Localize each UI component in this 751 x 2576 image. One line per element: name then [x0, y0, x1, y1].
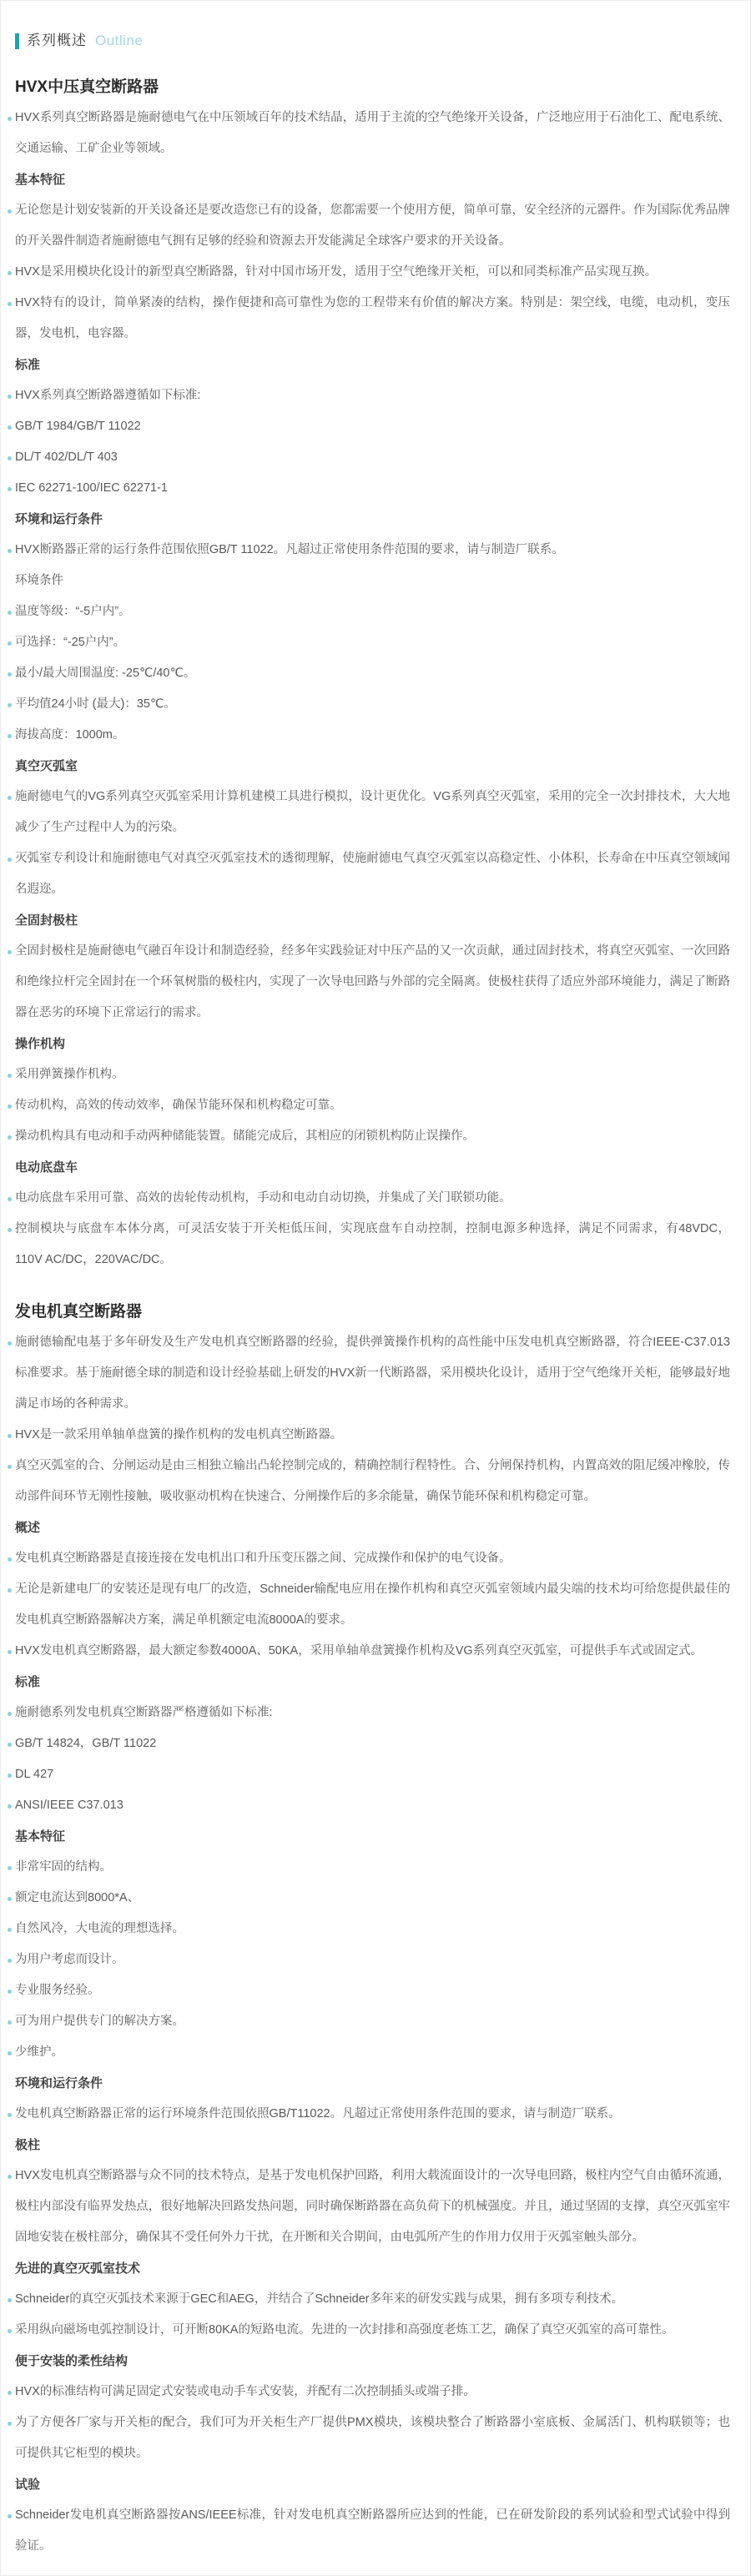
bullet-item	[1, 1574, 750, 1636]
bullet-item	[1, 1728, 750, 1759]
bullet-icon	[8, 2051, 12, 2055]
bullet-icon	[8, 2020, 12, 2025]
block-text: 标准	[15, 358, 41, 372]
block-text: HVX中压真空断路器	[15, 78, 159, 96]
sub-section-title	[1, 1029, 750, 1059]
bullet-item	[1, 1059, 750, 1090]
block-text: HVX特有的设计，简单紧凑的结构，操作便捷和高可靠性为您的工程带来有价值的解决方案。特别是：架空线，电缆，电动机，变压器，发电机，电容器。	[15, 296, 730, 340]
block-text: 施耐德输配电基于多年研发及生产发电机真空断路器的经验，提供弹簧操作机构的高性能中压发电机真空断路器，符合IEEE-C37.013标准要求。基于施耐德全球的制造和设计经验基础上研发的HVX新一代断路器，采用模块化设计，适用于空气绝缘开关柜，能够最好地满足市场的各种需求。	[15, 1336, 730, 1411]
bullet-item	[1, 2037, 750, 2068]
bullet-item	[1, 1543, 750, 1574]
block-text: 发电机真空断路器正常的运行环境条件范围依照GB/T11022。凡超过正常使用条件范围的要求，请与制造厂联系。	[15, 2107, 621, 2121]
bullet-icon	[8, 209, 12, 214]
bullet-icon	[8, 395, 12, 399]
bullet-item	[1, 2099, 750, 2130]
bullet-item	[1, 2500, 750, 2562]
sub-section-title	[1, 2068, 750, 2099]
bullet-icon	[8, 1434, 12, 1438]
bullet-icon	[8, 1197, 12, 1201]
sub-section-title	[1, 905, 750, 936]
accent-bar-icon	[15, 33, 19, 49]
block-text: HVX是采用模块化设计的新型真空断路器，针对中国市场开发，适用于空气绝缘开关柜，可以和同类标准产品实现互换。	[15, 265, 658, 279]
block-text: DL/T 402/DL/T 403	[15, 450, 118, 464]
block-text: 可为用户提供专门的解决方案。	[15, 2015, 184, 2028]
bullet-item	[1, 442, 750, 473]
block-text: Schneider发电机真空断路器按ANS/IEEE标准，针对发电机真空断路器所应达到的性能，已在研发阶段的系列试验和型式试验中得到验证。	[15, 2508, 730, 2553]
bullet-icon	[8, 2391, 12, 2395]
section-header-label-en: Outline	[95, 33, 144, 48]
bullet-item	[1, 2377, 750, 2407]
block-text: 试验	[15, 2478, 41, 2492]
block-text: 基本特征	[15, 1829, 66, 1844]
bullet-icon	[8, 1341, 12, 1346]
block-text: 为了方便各厂家与开关柜的配合，我们可为开关柜生产厂提供PMX模块，该模块整合了断路器小室底板、金属活门、机构联锁等；也可提供其它柜型的模块。	[15, 2416, 730, 2460]
block-text: GB/T 14824，GB/T 11022	[15, 1737, 157, 1750]
bullet-item	[1, 380, 750, 411]
bullet-item	[1, 782, 750, 843]
block-text: 温度等级：“-5户内”。	[15, 605, 131, 618]
block-text: 概述	[15, 1521, 41, 1535]
bullet-item	[1, 2284, 750, 2315]
bullet-icon	[8, 1074, 12, 1078]
bullet-item	[1, 1883, 750, 1914]
plain-line	[1, 566, 750, 596]
block-text: 环境和运行条件	[15, 512, 103, 526]
bullet-item	[1, 1636, 750, 1667]
bullet-item	[1, 689, 750, 720]
bullet-item	[1, 195, 750, 257]
bullet-icon	[8, 858, 12, 862]
block-text: 施耐德系列发电机真空断路器严格遵循如下标准:	[15, 1706, 273, 1719]
block-text: 施耐德电气的VG系列真空灭弧室采用计算机建模工具进行模拟，设计更优化。VG系列真空灭弧室，采用的完全一次封排技术，大大地减少了生产过程中人为的污染。	[15, 790, 730, 834]
bullet-icon	[8, 1557, 12, 1562]
bullet-item	[1, 936, 750, 1029]
bullet-icon	[8, 1588, 12, 1592]
bullet-icon	[8, 271, 12, 275]
bullet-icon	[8, 2422, 12, 2426]
bullet-icon	[8, 1104, 12, 1109]
block-text: 控制模块与底盘车本体分离，可灵活安装于开关柜低压间，实现底盘车自动控制，控制电源多种选择，满足不同需求，有48VDC，110V AC/DC，220VAC/DC。	[15, 1222, 730, 1266]
bullet-item	[1, 843, 750, 905]
block-text: 电动底盘车	[15, 1160, 78, 1175]
block-text: 平均值24小时 (最大)：35℃。	[15, 697, 176, 711]
bullet-item	[1, 1945, 750, 1975]
block-text: HVX发电机真空断路器与众不同的技术特点，是基于发电机保护回路，利用大载流面设计的一次导电回路，极柱内空气自由循环流通，极柱内部没有临界发热点，很好地解决回路发热问题，同时确保断路器在高负荷下的机械强度。并且，通过坚固的支撑，真空灭弧室牢固地安装在极柱部分，确保其不受任何外力干扰，在开断和关合期间，由电弧所产生的作用力仅用于灭弧室触头部分。	[15, 2169, 730, 2244]
bullet-item	[1, 1451, 750, 1512]
bullet-item	[1, 720, 750, 751]
bullet-item	[1, 1790, 750, 1821]
bullet-icon	[8, 1959, 12, 1963]
bullet-icon	[8, 1774, 12, 1778]
bullet-icon	[8, 641, 12, 646]
bullet-item	[1, 1759, 750, 1790]
bullet-item	[1, 411, 750, 442]
sub-section-title	[1, 504, 750, 535]
section-title	[1, 1296, 750, 1327]
sub-section-title	[1, 1512, 750, 1543]
block-text: 最小/最大周围温度: -25℃/40℃。	[15, 667, 196, 680]
section-header-label-zh: 系列概述	[27, 33, 87, 48]
sub-section-title	[1, 2130, 750, 2161]
sub-section-title	[1, 2469, 750, 2500]
sub-section-title	[1, 1152, 750, 1183]
bullet-item	[1, 1852, 750, 1883]
block-text: HVX断路器正常的运行条件范围依照GB/T 11022。凡超过正常使用条件范围的要求，请与制造厂联系。	[15, 543, 564, 556]
sub-section-title	[1, 164, 750, 195]
block-text: Schneider的真空灭弧技术来源于GEC和AEG，并结合了Schneider多年来的研发实践与成果，拥有多项专利技术。	[15, 2292, 624, 2306]
block-text: 极柱	[15, 2138, 41, 2152]
sub-section-title	[1, 1821, 750, 1852]
bullet-icon	[8, 2329, 12, 2333]
bullet-item	[1, 257, 750, 288]
bullet-icon	[8, 2298, 12, 2302]
bullet-icon	[8, 302, 12, 306]
bullet-item	[1, 2315, 750, 2346]
bullet-icon	[8, 672, 12, 677]
bullet-icon	[8, 703, 12, 707]
block-text: HVX的标准结构可满足固定式安装或电动手车式安装，并配有二次控制插头或端子排。	[15, 2385, 476, 2398]
bullet-item	[1, 1914, 750, 1945]
bullet-item	[1, 535, 750, 566]
bullet-item	[1, 2407, 750, 2469]
bullet-icon	[8, 950, 12, 954]
block-text: HVX系列真空断路器遵循如下标准:	[15, 389, 201, 402]
sub-section-title	[1, 1667, 750, 1698]
block-text: 专业服务经验。	[15, 1984, 100, 1997]
block-text: GB/T 1984/GB/T 11022	[15, 420, 141, 433]
bullet-item	[1, 2161, 750, 2253]
block-text: 便于安装的柔性结构	[15, 2354, 129, 2368]
block-text: 为用户考虑而设计。	[15, 1953, 124, 1966]
block-text: HVX是一款采用单轴单盘簧的操作机构的发电机真空断路器。	[15, 1428, 343, 1441]
block-text: 海拔高度：1000m。	[15, 728, 125, 742]
bullet-icon	[8, 2113, 12, 2117]
section-header	[15, 31, 750, 51]
block-text: ANSI/IEEE C37.013	[15, 1799, 123, 1812]
bullet-item	[1, 1183, 750, 1214]
block-text: 自然风冷，大电流的理想选择。	[15, 1922, 184, 1935]
block-text: 无论是新建电厂的安装还是现有电厂的改造，Schneider输配电应用在操作机构和真空灭弧室领域内最尖端的技术均可给您提供最佳的发电机真空断路器解决方案，满足单机额定电流8000A的要求。	[15, 1582, 730, 1627]
block-text: 真空灭弧室	[15, 759, 78, 773]
block-text: 真空灭弧室的合、分闸运动是由三相独立输出凸轮控制完成的，精确控制行程特性。合、分闸保持机构，内置高效的阻尼缓冲橡胶，传动部件间环节无刚性接触，吸收驱动机构在快速合、分闸操作后的多余能量，确保节能环保和机构稳定可靠。	[15, 1459, 730, 1503]
bullet-item	[1, 2006, 750, 2037]
bullet-icon	[8, 1712, 12, 1716]
bullet-icon	[8, 1990, 12, 1994]
sub-section-title	[1, 751, 750, 782]
bullet-item	[1, 658, 750, 689]
bullet-icon	[8, 117, 12, 121]
bullet-item	[1, 1420, 750, 1451]
block-text: 电动底盘车采用可靠、高效的齿轮传动机构，手动和电动自动切换，并集成了关门联锁功能。	[15, 1191, 512, 1205]
block-text: 发电机真空断路器	[15, 1303, 143, 1321]
bullet-icon	[8, 1928, 12, 1932]
sub-section-title	[1, 350, 750, 380]
block-text: 发电机真空断路器是直接连接在发电机出口和升压变压器之间、完成操作和保护的电气设备。	[15, 1552, 512, 1565]
section-title	[1, 72, 750, 103]
bullet-item	[1, 596, 750, 627]
sub-section-title	[1, 2346, 750, 2377]
bullet-icon	[8, 456, 12, 460]
block-text: HVX发电机真空断路器，最大额定参数4000A、50KA，采用单轴单盘簧操作机构及VG系列真空灭弧室，可提供手车式或固定式。	[15, 1644, 703, 1658]
bullet-item	[1, 627, 750, 658]
bullet-icon	[8, 487, 12, 491]
block-text: 传动机构，高效的传动效率，确保节能环保和机构稳定可靠。	[15, 1099, 342, 1112]
block-text: 无论您是计划安装新的开关设备还是要改造您已有的设备，您都需要一个使用方便，简单可靠，安全经济的元器件。作为国际优秀品牌的开关器件制造者施耐德电气拥有足够的经验和资源去开发能满足全球客户要求的开关设备。	[15, 204, 730, 248]
document-body	[1, 72, 750, 2562]
bullet-item	[1, 1975, 750, 2006]
bullet-icon	[8, 734, 12, 738]
block-text: DL 427	[15, 1768, 54, 1781]
block-text: 操作机构	[15, 1037, 66, 1051]
block-text: 全固封极柱	[15, 913, 78, 928]
bullet-icon	[8, 1650, 12, 1654]
block-text: 少维护。	[15, 2045, 63, 2059]
bullet-icon	[8, 2175, 12, 2179]
block-text: 灭弧室专利设计和施耐德电气对真空灭弧室技术的透彻理解，使施耐德电气真空灭弧室以高稳定性、小体积，长寿命在中压真空领域闻名遐迩。	[15, 852, 730, 896]
bullet-item	[1, 1121, 750, 1152]
block-text: 采用弹簧操作机构。	[15, 1068, 124, 1081]
bullet-item	[1, 103, 750, 164]
bullet-icon	[8, 1897, 12, 1901]
bullet-icon	[8, 611, 12, 615]
block-text: 额定电流达到8000*A、	[15, 1891, 140, 1904]
bullet-icon	[8, 1866, 12, 1870]
block-text: 全固封极柱是施耐德电气融百年设计和制造经验，经多年实践验证对中压产品的又一次贡献，通过固封技术，将真空灭弧室、一次回路和绝缘拉杆完全固封在一个环氧树脂的极柱内，实现了一次导电回路与外部的完全隔离。使极柱获得了适应外部环境能力，满足了断路器在恶劣的环境下正常运行的需求。	[15, 944, 730, 1019]
block-text: 环境条件	[15, 574, 63, 587]
block-text: 采用纵向磁场电弧控制设计，可开断80KA的短路电流。先进的一次封排和高强度老炼工艺，确保了真空灭弧室的高可靠性。	[15, 2323, 674, 2337]
bullet-item	[1, 288, 750, 350]
sub-section-title	[1, 2253, 750, 2284]
block-text: HVX系列真空断路器是施耐德电气在中压领域百年的技术结晶，适用于主流的空气绝缘开关设备，广泛地应用于石油化工、配电系统、交通运输、工矿企业等领域。	[15, 111, 730, 155]
block-text: 标准	[15, 1675, 41, 1689]
bullet-icon	[8, 1465, 12, 1469]
bullet-item	[1, 1698, 750, 1728]
block-text: 先进的真空灭弧室技术	[15, 2262, 141, 2276]
block-text: 操动机构具有电动和手动两种储能装置。储能完成后，其相应的闭锁机构防止误操作。	[15, 1130, 475, 1143]
bullet-icon	[8, 549, 12, 553]
block-text: 环境和运行条件	[15, 2076, 103, 2090]
bullet-icon	[8, 1743, 12, 1747]
block-text: 非常牢固的结构。	[15, 1860, 112, 1874]
bullet-icon	[8, 1135, 12, 1140]
block-text: 基本特征	[15, 173, 66, 187]
block-text: IEC 62271-100/IEC 62271-1	[15, 481, 168, 495]
bullet-icon	[8, 796, 12, 800]
bullet-icon	[8, 1804, 12, 1809]
bullet-item	[1, 1090, 750, 1121]
bullet-item	[1, 1327, 750, 1420]
block-text: 可选择：“-25户内”。	[15, 636, 126, 649]
bullet-item	[1, 1214, 750, 1275]
bullet-icon	[8, 425, 12, 430]
bullet-item	[1, 473, 750, 504]
bullet-icon	[8, 1228, 12, 1232]
bullet-icon	[8, 2514, 12, 2518]
